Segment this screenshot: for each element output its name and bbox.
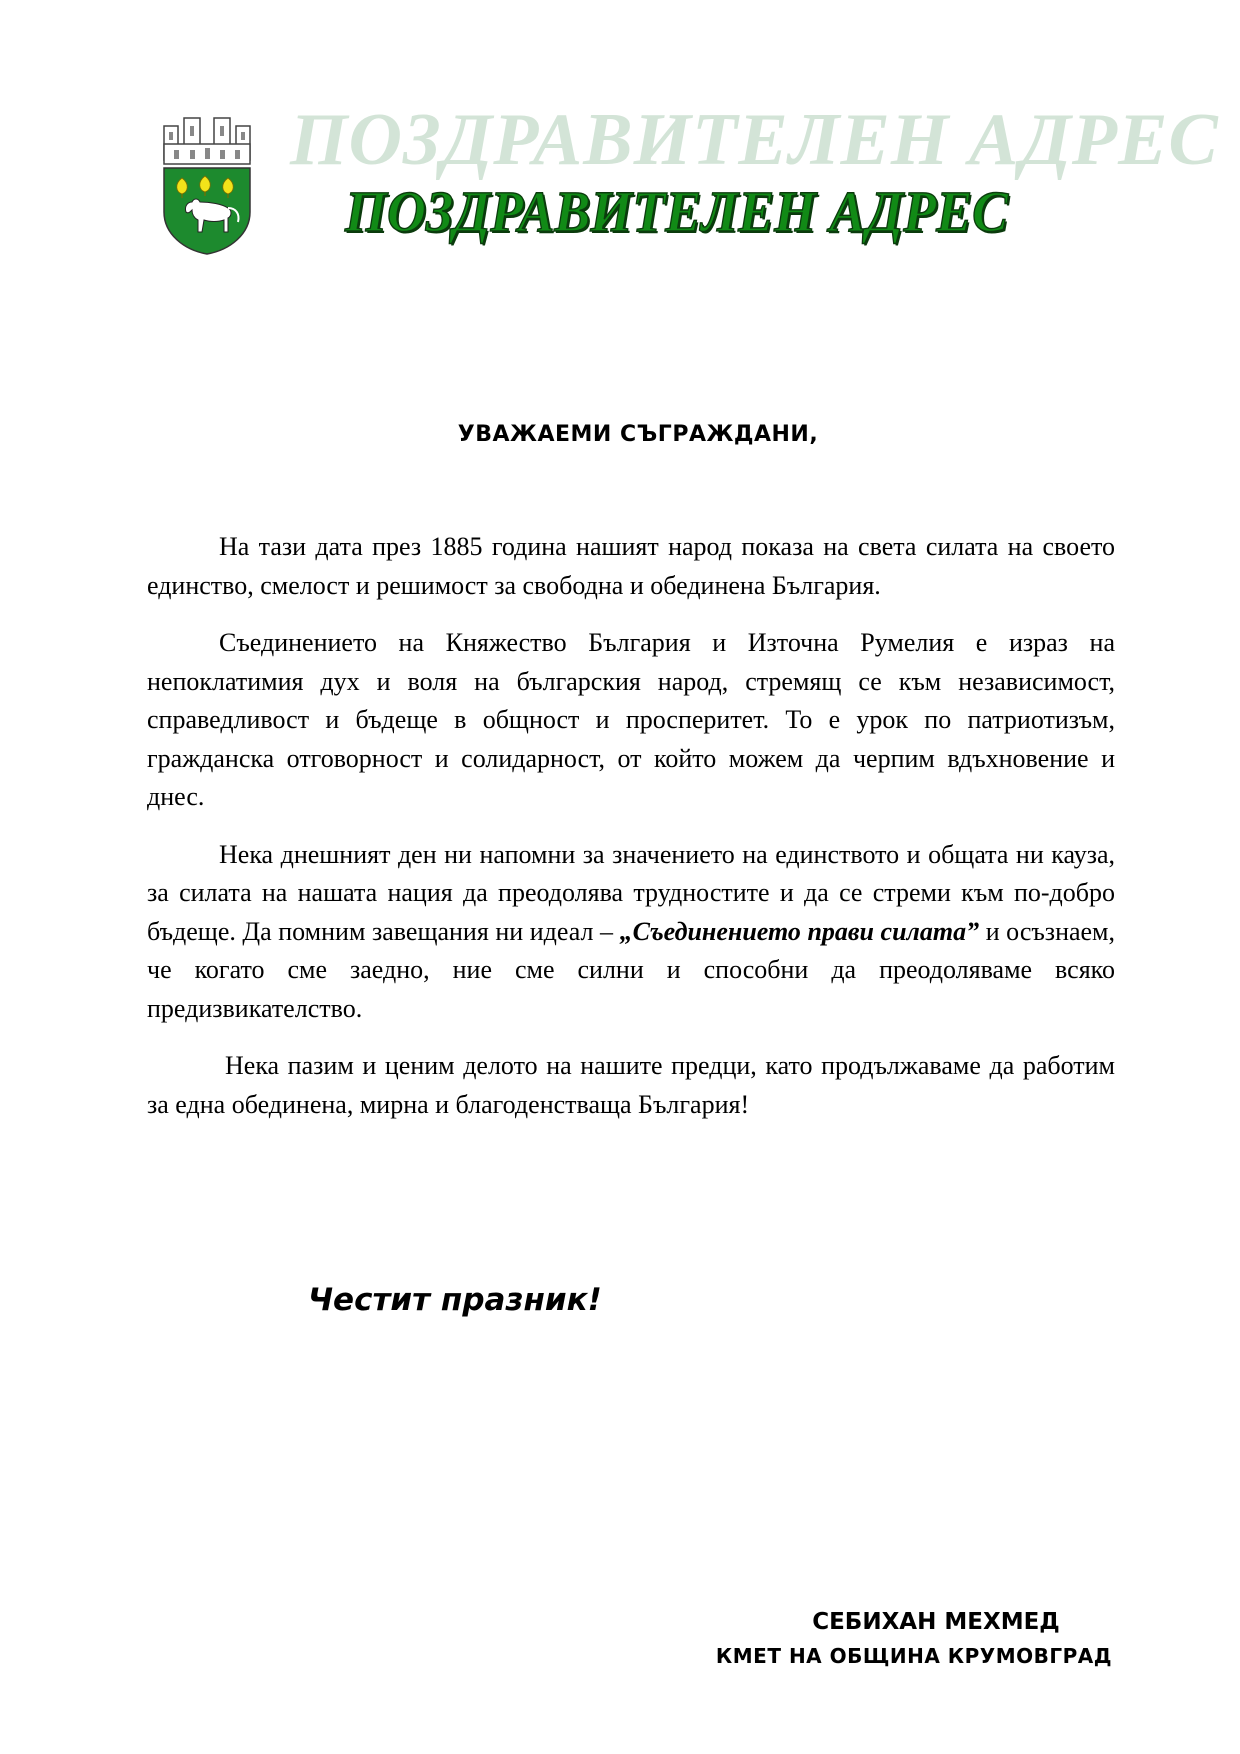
paragraph-4: Нека пазим и ценим делото на нашите предци, като продължаваме да работим за една обединена, мирна и благоденстваща България! — [147, 1051, 1115, 1119]
signatory-title: КМЕТ НА ОБЩИНА КРУМОВГРАД — [715, 1644, 1113, 1668]
paragraph-3-end: и осъзнаем, че когато сме заедно, ние сме силни и способни да преодоляваме всяко предизвикателство. — [147, 916, 1116, 1023]
closing-greeting: Честит празник! — [308, 1282, 602, 1318]
unity-motto-quote: „Съединението прави силата” — [619, 916, 980, 946]
paragraph-3 — [147, 836, 1115, 1029]
header-title-shadow: ПОЗДРАВИТЕЛЕН АДРЕС — [290, 99, 1219, 181]
header-title: ПОЗДРАВИТЕЛЕН АДРЕС — [345, 179, 1009, 244]
letter-salutation: УВАЖАЕМИ СЪГРАЖДАНИ, — [457, 422, 819, 447]
letter-body — [147, 528, 1115, 1143]
paragraph-2: Съединението на Княжество България и Източна Румелия е израз на непоклатимия дух и воля на българския народ, стремящ се към независимост, справедливост и бъдеще в общност и просперитет. То е урок по патриотизъм, гражданска отговорност и солидарност, от който можем да черпим вдъхновение и днес. — [147, 628, 1115, 811]
signatory-name: СЕБИХАН МЕХМЕД — [812, 1609, 1060, 1635]
municipal-coat-of-arms-icon — [160, 116, 254, 256]
paragraph-1: На тази дата през 1885 година нашият народ показа на света силата на своето единство, смелост и решимост за свободна и обединена България. — [147, 532, 1115, 600]
paragraph-3-start: Нека днешният ден ни напомни за значението на единството и общата ни кауза, за силата на нашата нация да преодолява трудностите и да се стреми към по-добро бъдеще. Да помним завещания ни идеал – — [147, 839, 1115, 946]
